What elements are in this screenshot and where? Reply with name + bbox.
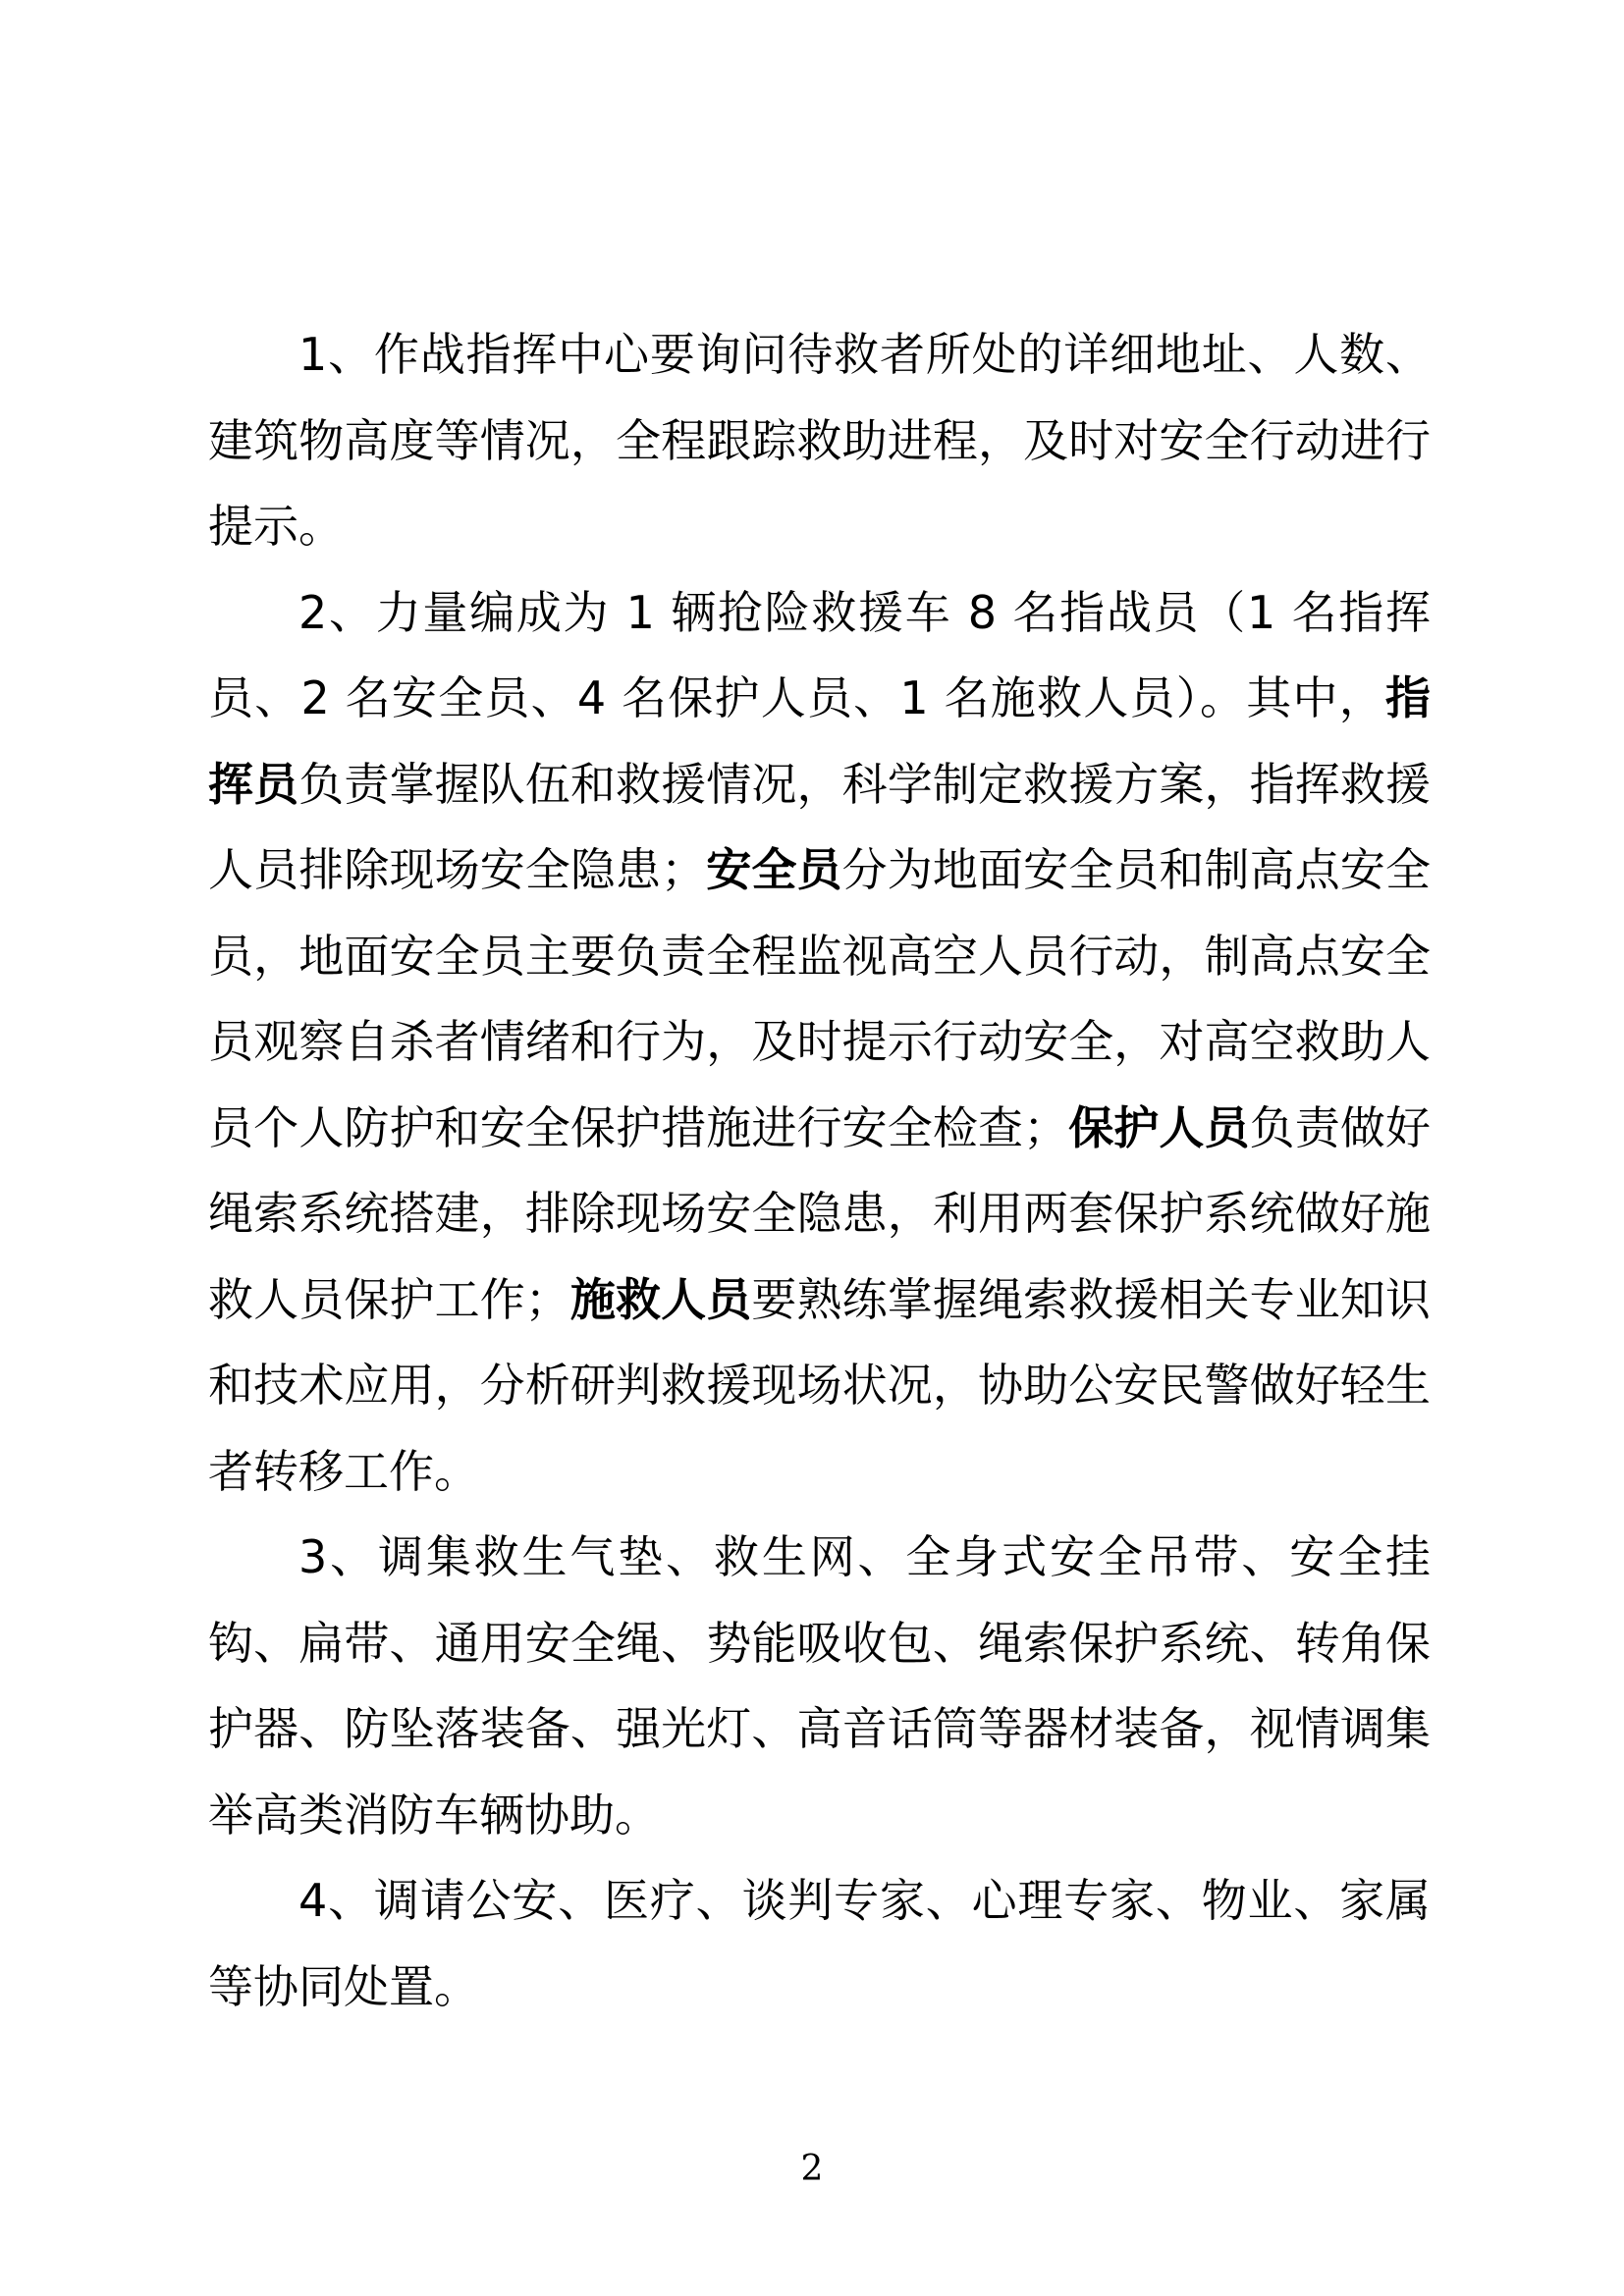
paragraph-command-center: 1、作战指挥中心要询问待救者所处的详细地址、人数、建筑物高度等情况，全程跟踪救助进程，及时对安全行动进行提示。: [208, 328, 1431, 553]
role-protection-personnel: 保护人员: [1068, 1100, 1250, 1154]
role-safety-officer: 安全员: [706, 843, 842, 896]
paragraph-equipment: 3、调集救生气垫、救生网、全身式安全吊带、安全挂钩、扁带、通用安全绳、势能吸收包、绳索保护系统、转角保护器、防坠落装备、强光灯、高音话筒等器材装备，视情调集举高类消防车辆协助。: [208, 1530, 1431, 1842]
role-rescue-personnel: 施救人员: [569, 1272, 752, 1326]
document-body: [208, 312, 1431, 2030]
paragraph-coordination: 4、调请公安、医疗、谈判专家、心理专家、物业、家属等协同处置。: [208, 1874, 1431, 2013]
safety-officer-duty-text: 分为地面安全员和制高点安全员，地面安全员主要负责全程监视高空人员行动，制高点安全员观察自杀者情绪和行为，及时提示行动安全，对高空救助人员个人防护和安全保护措施进行安全检查；: [208, 843, 1432, 1154]
paragraph-force-composition: [208, 570, 1431, 1516]
role-commander: 指挥员: [208, 671, 1431, 811]
rescue-duty-text: 要熟练掌握绳索救援相关专业知识和技术应用，分析研判救援现场状况，协助公安民警做好轻生者转移工作。: [208, 1272, 1432, 1498]
protection-duty-text: 负责做好绳索系统搭建，排除现场安全隐患，利用两套保护系统做好施救人员保护工作；: [208, 1100, 1432, 1326]
page-number: 2: [800, 2149, 824, 2189]
commander-duty-text: 负责掌握队伍和救援情况，科学制定救援方案，指挥救援人员排除现场安全隐患；: [208, 757, 1432, 896]
force-intro-text: 2、力量编成为 1 辆抢险救援车 8 名指战员（1 名指挥员、2 名安全员、4 名保护人员、1 名施救人员）。其中，: [208, 585, 1431, 724]
